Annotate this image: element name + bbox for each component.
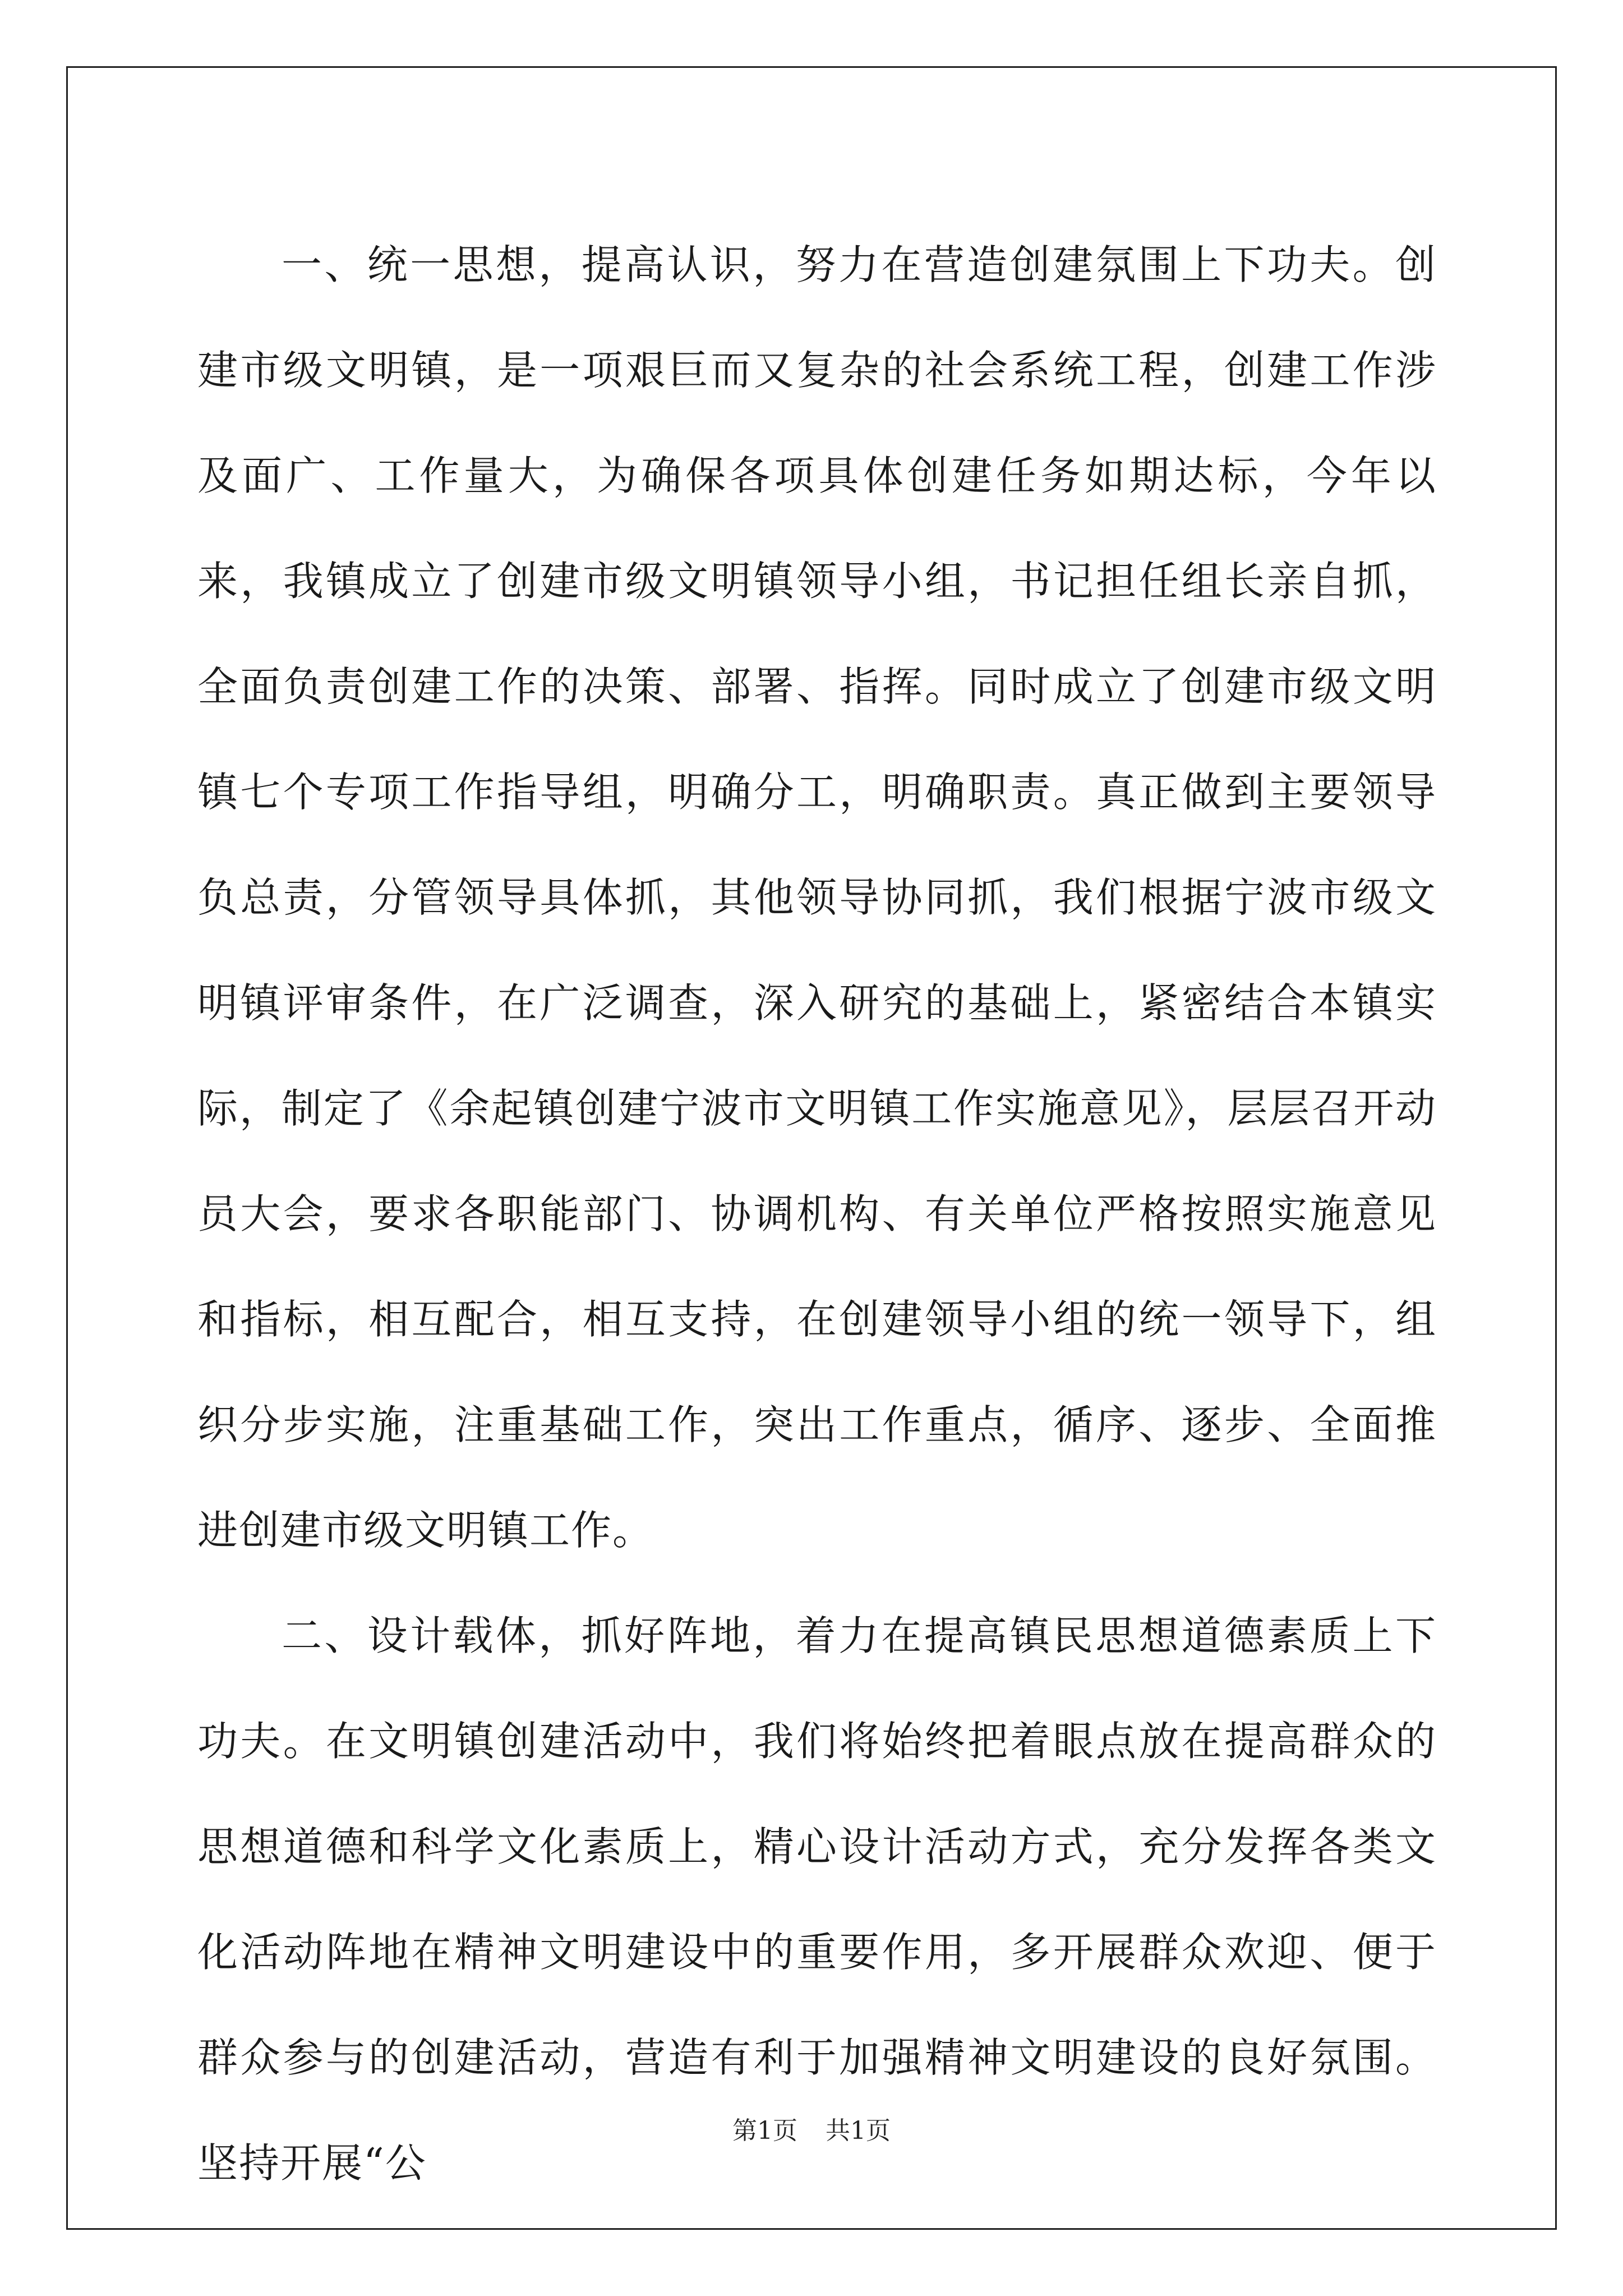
page-number-total: 共1页: [826, 2116, 891, 2145]
page-number-current: 第1页: [732, 2116, 797, 2145]
paragraph-1: 一、统一思想，提高认识，努力在营造创建氛围上下功夫。创建市级文明镇，是一项艰巨而又复杂的社会系统工程，创建工作涉及面广、工作量大，为确保各项具体创建任务如期达标，今年以来，我镇成立了创建市级文明镇领导小组，书记担任组长亲自抓，全面负责创建工作的决策、部署、指挥。同时成立了创建市级文明镇七个专项工作指导组，明确分工，明确职责。真正做到主要领导负总责，分管领导具体抓，其他领导协同抓，我们根据宁波市级文明镇评审条件，在广泛调查，深入研究的基础上，紧密结合本镇实际，制定了《余起镇创建宁波市文明镇工作实施意见》，层层召开动员大会，要求各职能部门、协调机构、有关单位严格按照实施意见和指标，相互配合，相互支持，在创建领导小组的统一领导下，组织分步实施，注重基础工作，突出工作重点，循序、逐步、全面推进创建市级文明镇工作。: [197, 241, 1437, 1554]
document-body: [197, 212, 1437, 2216]
paragraph-2: 二、设计载体，抓好阵地，着力在提高镇民思想道德素质上下功夫。在文明镇创建活动中，我们将始终把着眼点放在提高群众的思想道德和科学文化素质上，精心设计活动方式，充分发挥各类文化活动阵地在精神文明建设中的重要作用，多开展群众欢迎、便于群众参与的创建活动，营造有利于加强精神文明建设的良好氛围。坚持开展“公: [197, 1612, 1437, 2187]
page-footer: [0, 2110, 1623, 2146]
